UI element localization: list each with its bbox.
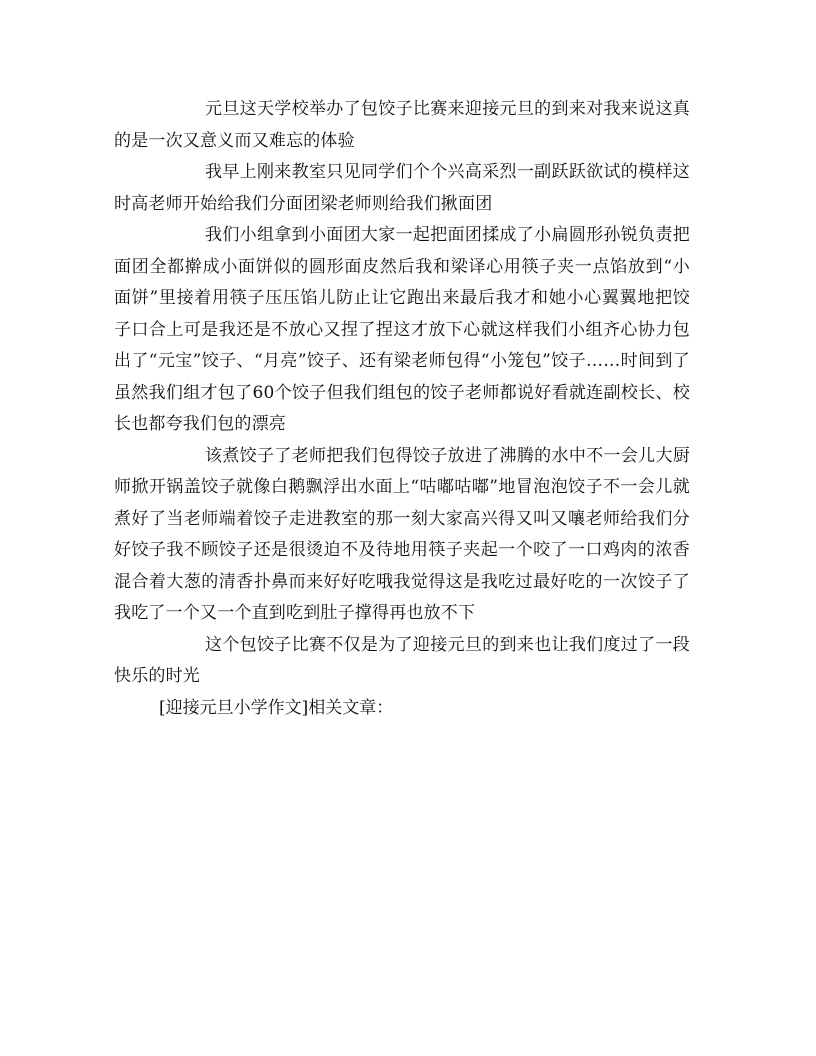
essay-body	[114, 94, 690, 724]
related-articles-heading: [迎接元旦小学作文]相关文章：	[159, 697, 394, 718]
paragraph-3: 我们小组拿到小面团大家一起把面团揉成了小扁圆形孙锐负责把面团全都擀成小面饼似的圆形面皮然后我和梁译心用筷子夹一点馅放到“小面饼”里接着用筷子压压馅儿防止让它跑出来最后我才和她小心翼翼地把饺子口合上可是我还是不放心又捏了捏这才放下心就这样我们小组齐心协力包出了“元宝”饺子、“月亮”饺子、还有梁老师包得“小笼包”饺子……时间到了虽然我们组才包了60个饺子但我们组包的饺子老师都说好看就连副校长、校长也都夸我们包的漂亮	[114, 225, 690, 434]
paragraph-5: 这个包饺子比赛不仅是为了迎接元旦的到来也让我们度过了一段快乐的时光	[114, 634, 690, 686]
paragraph-4: 该煮饺子了老师把我们包得饺子放进了沸腾的水中不一会儿大厨师掀开锅盖饺子就像白鹅飘浮出水面上“咕嘟咕嘟”地冒泡泡饺子不一会儿就煮好了当老师端着饺子走进教室的那一刻大家高兴得又叫又嚷老师给我们分好饺子我不顾饺子还是很烫迫不及待地用筷子夹起一个咬了一口鸡肉的浓香混合着大葱的清香扑鼻而来好好吃哦我觉得这是我吃过最好吃的一次饺子了我吃了一个又一个直到吃到肚子撑得再也放不下	[114, 445, 690, 623]
paragraph-1: 元旦这天学校举办了包饺子比赛来迎接元旦的到来对我来说这真的是一次又意义而又难忘的体验	[114, 99, 690, 151]
paragraph-2: 我早上刚来教室只见同学们个个兴高采烈一副跃跃欲试的模样这时高老师开始给我们分面团梁老师则给我们揪面团	[114, 162, 690, 214]
